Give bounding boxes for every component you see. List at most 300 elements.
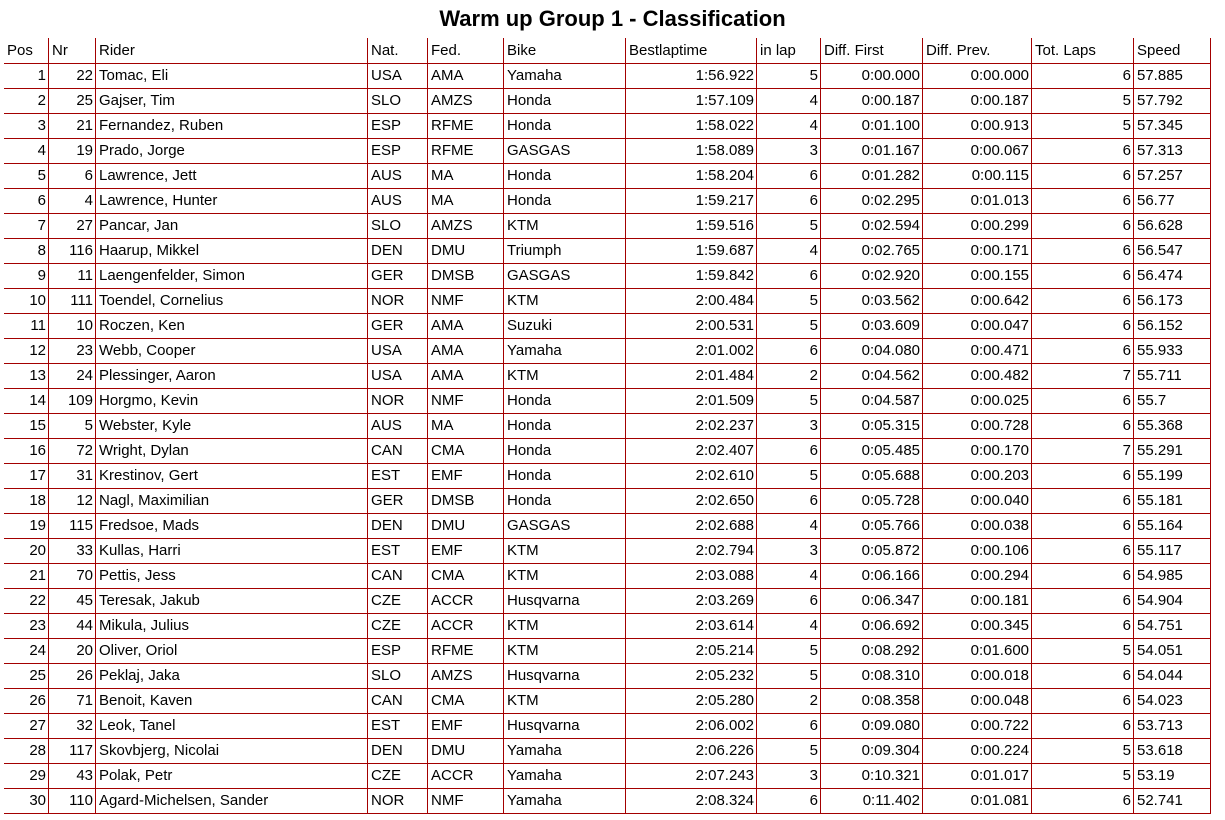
cell-rider: Fredsoe, Mads <box>96 514 368 539</box>
cell-in-lap: 6 <box>757 339 821 364</box>
cell-tot-laps: 7 <box>1032 364 1134 389</box>
cell-speed: 55.933 <box>1134 339 1211 364</box>
cell-tot-laps: 6 <box>1032 289 1134 314</box>
cell-diff-prev: 0:00.038 <box>923 514 1032 539</box>
table-row <box>4 739 1211 764</box>
cell-diff-first: 0:08.310 <box>821 664 923 689</box>
cell-tot-laps: 6 <box>1032 414 1134 439</box>
cell-in-lap: 5 <box>757 464 821 489</box>
cell-diff-prev: 0:00.115 <box>923 164 1032 189</box>
cell-speed: 56.152 <box>1134 314 1211 339</box>
cell-pos: 18 <box>4 489 49 514</box>
col-nat: Nat. <box>368 38 428 64</box>
cell-diff-prev: 0:00.106 <box>923 539 1032 564</box>
cell-nr: 32 <box>49 714 96 739</box>
cell-in-lap: 3 <box>757 764 821 789</box>
cell-fed: ACCR <box>428 589 504 614</box>
cell-nat: SLO <box>368 214 428 239</box>
cell-rider: Lawrence, Jett <box>96 164 368 189</box>
cell-rider: Laengenfelder, Simon <box>96 264 368 289</box>
cell-rider: Pancar, Jan <box>96 214 368 239</box>
cell-in-lap: 5 <box>757 314 821 339</box>
cell-in-lap: 5 <box>757 64 821 89</box>
cell-pos: 23 <box>4 614 49 639</box>
cell-nr: 109 <box>49 389 96 414</box>
cell-rider: Nagl, Maximilian <box>96 489 368 514</box>
cell-diff-first: 0:05.315 <box>821 414 923 439</box>
cell-speed: 56.547 <box>1134 239 1211 264</box>
cell-nat: CAN <box>368 564 428 589</box>
cell-nat: USA <box>368 64 428 89</box>
cell-nr: 19 <box>49 139 96 164</box>
cell-diff-first: 0:03.562 <box>821 289 923 314</box>
cell-rider: Skovbjerg, Nicolai <box>96 739 368 764</box>
cell-bike: Yamaha <box>504 764 626 789</box>
cell-pos: 20 <box>4 539 49 564</box>
cell-pos: 1 <box>4 64 49 89</box>
cell-diff-first: 0:02.295 <box>821 189 923 214</box>
cell-diff-first: 0:03.609 <box>821 314 923 339</box>
cell-diff-prev: 0:00.048 <box>923 689 1032 714</box>
cell-diff-first: 0:10.321 <box>821 764 923 789</box>
cell-diff-prev: 0:00.000 <box>923 64 1032 89</box>
cell-speed: 55.164 <box>1134 514 1211 539</box>
cell-speed: 55.199 <box>1134 464 1211 489</box>
cell-diff-first: 0:05.872 <box>821 539 923 564</box>
cell-rider: Kullas, Harri <box>96 539 368 564</box>
cell-speed: 54.751 <box>1134 614 1211 639</box>
cell-fed: AMA <box>428 314 504 339</box>
cell-tot-laps: 6 <box>1032 689 1134 714</box>
cell-nr: 4 <box>49 189 96 214</box>
cell-in-lap: 4 <box>757 89 821 114</box>
cell-diff-prev: 0:00.040 <box>923 489 1032 514</box>
cell-rider: Pettis, Jess <box>96 564 368 589</box>
cell-in-lap: 6 <box>757 714 821 739</box>
cell-diff-prev: 0:01.013 <box>923 189 1032 214</box>
cell-nat: USA <box>368 339 428 364</box>
cell-fed: AMA <box>428 364 504 389</box>
col-diff-prev: Diff. Prev. <box>923 38 1032 64</box>
cell-bike: KTM <box>504 564 626 589</box>
cell-tot-laps: 6 <box>1032 389 1134 414</box>
cell-diff-prev: 0:00.722 <box>923 714 1032 739</box>
table-row <box>4 89 1211 114</box>
table-row <box>4 214 1211 239</box>
cell-bike: KTM <box>504 289 626 314</box>
cell-bike: KTM <box>504 539 626 564</box>
cell-fed: AMZS <box>428 664 504 689</box>
cell-rider: Mikula, Julius <box>96 614 368 639</box>
cell-bestlaptime: 2:02.407 <box>626 439 757 464</box>
cell-diff-first: 0:05.728 <box>821 489 923 514</box>
cell-diff-prev: 0:00.299 <box>923 214 1032 239</box>
cell-nat: AUS <box>368 164 428 189</box>
table-row <box>4 589 1211 614</box>
cell-pos: 6 <box>4 189 49 214</box>
cell-speed: 53.19 <box>1134 764 1211 789</box>
cell-nat: NOR <box>368 389 428 414</box>
cell-fed: EMF <box>428 464 504 489</box>
cell-nr: 116 <box>49 239 96 264</box>
cell-pos: 29 <box>4 764 49 789</box>
cell-diff-prev: 0:00.181 <box>923 589 1032 614</box>
cell-bike: GASGAS <box>504 514 626 539</box>
cell-rider: Polak, Petr <box>96 764 368 789</box>
cell-rider: Peklaj, Jaka <box>96 664 368 689</box>
cell-rider: Agard-Michelsen, Sander <box>96 789 368 814</box>
table-row <box>4 439 1211 464</box>
cell-nr: 33 <box>49 539 96 564</box>
cell-bestlaptime: 2:05.232 <box>626 664 757 689</box>
cell-bike: Yamaha <box>504 789 626 814</box>
cell-nr: 6 <box>49 164 96 189</box>
cell-nat: EST <box>368 464 428 489</box>
col-speed: Speed <box>1134 38 1211 64</box>
cell-fed: NMF <box>428 789 504 814</box>
cell-nat: USA <box>368 364 428 389</box>
cell-diff-prev: 0:00.294 <box>923 564 1032 589</box>
cell-bestlaptime: 2:02.610 <box>626 464 757 489</box>
cell-pos: 4 <box>4 139 49 164</box>
table-row <box>4 514 1211 539</box>
cell-nr: 31 <box>49 464 96 489</box>
cell-diff-first: 0:05.766 <box>821 514 923 539</box>
cell-tot-laps: 6 <box>1032 614 1134 639</box>
cell-nr: 25 <box>49 89 96 114</box>
cell-in-lap: 6 <box>757 489 821 514</box>
cell-fed: MA <box>428 189 504 214</box>
cell-diff-first: 0:01.100 <box>821 114 923 139</box>
cell-fed: MA <box>428 414 504 439</box>
cell-speed: 57.313 <box>1134 139 1211 164</box>
cell-tot-laps: 5 <box>1032 114 1134 139</box>
col-rider: Rider <box>96 38 368 64</box>
cell-diff-prev: 0:00.728 <box>923 414 1032 439</box>
cell-diff-first: 0:04.080 <box>821 339 923 364</box>
cell-nr: 23 <box>49 339 96 364</box>
cell-rider: Benoit, Kaven <box>96 689 368 714</box>
cell-tot-laps: 6 <box>1032 514 1134 539</box>
cell-in-lap: 5 <box>757 389 821 414</box>
cell-nat: GER <box>368 314 428 339</box>
cell-nr: 24 <box>49 364 96 389</box>
cell-nr: 22 <box>49 64 96 89</box>
cell-bestlaptime: 2:06.002 <box>626 714 757 739</box>
cell-diff-first: 0:02.594 <box>821 214 923 239</box>
cell-fed: MA <box>428 164 504 189</box>
cell-bestlaptime: 2:00.531 <box>626 314 757 339</box>
cell-bike: Honda <box>504 164 626 189</box>
cell-nr: 43 <box>49 764 96 789</box>
cell-diff-prev: 0:00.203 <box>923 464 1032 489</box>
col-tot-laps: Tot. Laps <box>1032 38 1134 64</box>
cell-rider: Webster, Kyle <box>96 414 368 439</box>
cell-diff-prev: 0:00.171 <box>923 239 1032 264</box>
cell-pos: 26 <box>4 689 49 714</box>
table-row <box>4 539 1211 564</box>
cell-fed: AMZS <box>428 89 504 114</box>
cell-tot-laps: 6 <box>1032 164 1134 189</box>
cell-nat: DEN <box>368 514 428 539</box>
col-bestlaptime: Bestlaptime <box>626 38 757 64</box>
cell-tot-laps: 6 <box>1032 314 1134 339</box>
cell-fed: ACCR <box>428 614 504 639</box>
cell-fed: EMF <box>428 714 504 739</box>
cell-fed: RFME <box>428 114 504 139</box>
table-row <box>4 714 1211 739</box>
cell-fed: NMF <box>428 389 504 414</box>
cell-tot-laps: 6 <box>1032 214 1134 239</box>
cell-bestlaptime: 2:01.509 <box>626 389 757 414</box>
cell-nat: CZE <box>368 589 428 614</box>
cell-diff-first: 0:05.485 <box>821 439 923 464</box>
cell-nr: 115 <box>49 514 96 539</box>
cell-diff-first: 0:09.304 <box>821 739 923 764</box>
cell-pos: 7 <box>4 214 49 239</box>
cell-tot-laps: 6 <box>1032 489 1134 514</box>
cell-diff-prev: 0:00.187 <box>923 89 1032 114</box>
cell-pos: 28 <box>4 739 49 764</box>
cell-fed: AMA <box>428 64 504 89</box>
table-row <box>4 614 1211 639</box>
cell-pos: 22 <box>4 589 49 614</box>
cell-nat: DEN <box>368 739 428 764</box>
cell-pos: 8 <box>4 239 49 264</box>
cell-fed: DMU <box>428 739 504 764</box>
cell-in-lap: 3 <box>757 539 821 564</box>
col-bike: Bike <box>504 38 626 64</box>
cell-pos: 27 <box>4 714 49 739</box>
cell-tot-laps: 6 <box>1032 139 1134 164</box>
cell-pos: 13 <box>4 364 49 389</box>
table-row <box>4 114 1211 139</box>
cell-fed: CMA <box>428 689 504 714</box>
cell-diff-first: 0:04.587 <box>821 389 923 414</box>
cell-speed: 57.257 <box>1134 164 1211 189</box>
cell-in-lap: 6 <box>757 589 821 614</box>
cell-speed: 53.618 <box>1134 739 1211 764</box>
cell-in-lap: 4 <box>757 114 821 139</box>
cell-pos: 24 <box>4 639 49 664</box>
table-row <box>4 164 1211 189</box>
cell-fed: RFME <box>428 139 504 164</box>
cell-nat: CAN <box>368 439 428 464</box>
cell-bike: Honda <box>504 464 626 489</box>
cell-nat: AUS <box>368 414 428 439</box>
cell-nr: 27 <box>49 214 96 239</box>
cell-diff-prev: 0:00.471 <box>923 339 1032 364</box>
cell-rider: Prado, Jorge <box>96 139 368 164</box>
cell-diff-first: 0:05.688 <box>821 464 923 489</box>
cell-speed: 56.173 <box>1134 289 1211 314</box>
cell-diff-first: 0:02.920 <box>821 264 923 289</box>
table-row <box>4 314 1211 339</box>
cell-speed: 56.77 <box>1134 189 1211 214</box>
cell-nat: DEN <box>368 239 428 264</box>
cell-tot-laps: 6 <box>1032 464 1134 489</box>
table-row <box>4 64 1211 89</box>
cell-speed: 55.711 <box>1134 364 1211 389</box>
table-row <box>4 789 1211 814</box>
cell-bestlaptime: 1:58.089 <box>626 139 757 164</box>
cell-bike: Honda <box>504 89 626 114</box>
cell-tot-laps: 6 <box>1032 539 1134 564</box>
cell-in-lap: 2 <box>757 689 821 714</box>
cell-pos: 19 <box>4 514 49 539</box>
table-row <box>4 239 1211 264</box>
cell-speed: 54.044 <box>1134 664 1211 689</box>
cell-speed: 54.023 <box>1134 689 1211 714</box>
cell-rider: Webb, Cooper <box>96 339 368 364</box>
cell-bestlaptime: 2:08.324 <box>626 789 757 814</box>
cell-bike: Husqvarna <box>504 664 626 689</box>
cell-speed: 53.713 <box>1134 714 1211 739</box>
cell-pos: 12 <box>4 339 49 364</box>
cell-bike: Honda <box>504 414 626 439</box>
cell-speed: 55.368 <box>1134 414 1211 439</box>
table-row <box>4 289 1211 314</box>
cell-tot-laps: 6 <box>1032 239 1134 264</box>
table-row <box>4 264 1211 289</box>
cell-tot-laps: 6 <box>1032 664 1134 689</box>
cell-in-lap: 2 <box>757 364 821 389</box>
cell-fed: ACCR <box>428 764 504 789</box>
cell-nr: 45 <box>49 589 96 614</box>
cell-pos: 16 <box>4 439 49 464</box>
cell-rider: Fernandez, Ruben <box>96 114 368 139</box>
cell-bestlaptime: 2:02.794 <box>626 539 757 564</box>
cell-rider: Tomac, Eli <box>96 64 368 89</box>
table-row <box>4 139 1211 164</box>
cell-pos: 5 <box>4 164 49 189</box>
cell-speed: 54.985 <box>1134 564 1211 589</box>
cell-speed: 54.904 <box>1134 589 1211 614</box>
cell-fed: DMU <box>428 239 504 264</box>
cell-rider: Haarup, Mikkel <box>96 239 368 264</box>
cell-in-lap: 5 <box>757 739 821 764</box>
cell-bike: Yamaha <box>504 339 626 364</box>
cell-rider: Toendel, Cornelius <box>96 289 368 314</box>
cell-tot-laps: 6 <box>1032 789 1134 814</box>
cell-bestlaptime: 1:59.516 <box>626 214 757 239</box>
cell-fed: NMF <box>428 289 504 314</box>
cell-diff-prev: 0:00.155 <box>923 264 1032 289</box>
cell-bestlaptime: 2:03.088 <box>626 564 757 589</box>
cell-speed: 52.741 <box>1134 789 1211 814</box>
cell-nat: ESP <box>368 114 428 139</box>
cell-diff-first: 0:02.765 <box>821 239 923 264</box>
cell-rider: Leok, Tanel <box>96 714 368 739</box>
cell-rider: Roczen, Ken <box>96 314 368 339</box>
cell-nat: AUS <box>368 189 428 214</box>
cell-nat: EST <box>368 714 428 739</box>
cell-diff-first: 0:09.080 <box>821 714 923 739</box>
cell-bestlaptime: 2:00.484 <box>626 289 757 314</box>
cell-rider: Lawrence, Hunter <box>96 189 368 214</box>
cell-bestlaptime: 1:58.204 <box>626 164 757 189</box>
table-row <box>4 689 1211 714</box>
cell-diff-prev: 0:00.025 <box>923 389 1032 414</box>
cell-nr: 44 <box>49 614 96 639</box>
cell-speed: 56.628 <box>1134 214 1211 239</box>
cell-bike: Husqvarna <box>504 589 626 614</box>
cell-tot-laps: 6 <box>1032 589 1134 614</box>
cell-bestlaptime: 2:03.269 <box>626 589 757 614</box>
cell-bike: Yamaha <box>504 64 626 89</box>
cell-bike: KTM <box>504 689 626 714</box>
cell-pos: 11 <box>4 314 49 339</box>
table-row <box>4 489 1211 514</box>
page-title: Warm up Group 1 - Classification <box>439 6 786 31</box>
table-row <box>4 564 1211 589</box>
col-nr: Nr <box>49 38 96 64</box>
cell-in-lap: 4 <box>757 239 821 264</box>
cell-bestlaptime: 1:56.922 <box>626 64 757 89</box>
cell-diff-prev: 0:01.081 <box>923 789 1032 814</box>
classification-table <box>4 38 1211 814</box>
col-diff-first: Diff. First <box>821 38 923 64</box>
cell-nr: 5 <box>49 414 96 439</box>
cell-tot-laps: 6 <box>1032 189 1134 214</box>
cell-in-lap: 4 <box>757 514 821 539</box>
cell-bike: Honda <box>504 489 626 514</box>
cell-fed: DMSB <box>428 264 504 289</box>
cell-nr: 20 <box>49 639 96 664</box>
cell-diff-first: 0:06.166 <box>821 564 923 589</box>
cell-bike: Honda <box>504 389 626 414</box>
cell-bike: Honda <box>504 189 626 214</box>
cell-nat: CZE <box>368 764 428 789</box>
table-row <box>4 364 1211 389</box>
cell-in-lap: 6 <box>757 439 821 464</box>
table-row <box>4 414 1211 439</box>
cell-bike: KTM <box>504 614 626 639</box>
cell-nr: 11 <box>49 264 96 289</box>
cell-diff-prev: 0:00.067 <box>923 139 1032 164</box>
cell-speed: 57.792 <box>1134 89 1211 114</box>
cell-tot-laps: 6 <box>1032 339 1134 364</box>
cell-fed: RFME <box>428 639 504 664</box>
cell-speed: 56.474 <box>1134 264 1211 289</box>
cell-nat: ESP <box>368 639 428 664</box>
cell-in-lap: 4 <box>757 614 821 639</box>
cell-diff-first: 0:06.347 <box>821 589 923 614</box>
cell-in-lap: 5 <box>757 664 821 689</box>
table-row <box>4 764 1211 789</box>
cell-bike: Husqvarna <box>504 714 626 739</box>
cell-fed: AMA <box>428 339 504 364</box>
table-row <box>4 189 1211 214</box>
cell-bike: Honda <box>504 439 626 464</box>
cell-bestlaptime: 2:03.614 <box>626 614 757 639</box>
cell-speed: 55.7 <box>1134 389 1211 414</box>
cell-diff-first: 0:04.562 <box>821 364 923 389</box>
cell-tot-laps: 6 <box>1032 64 1134 89</box>
cell-diff-prev: 0:00.170 <box>923 439 1032 464</box>
table-row <box>4 639 1211 664</box>
cell-tot-laps: 5 <box>1032 764 1134 789</box>
table-row <box>4 664 1211 689</box>
cell-bestlaptime: 2:02.237 <box>626 414 757 439</box>
cell-pos: 10 <box>4 289 49 314</box>
cell-diff-prev: 0:01.600 <box>923 639 1032 664</box>
cell-bestlaptime: 1:59.842 <box>626 264 757 289</box>
cell-diff-first: 0:08.292 <box>821 639 923 664</box>
cell-speed: 55.181 <box>1134 489 1211 514</box>
cell-pos: 3 <box>4 114 49 139</box>
cell-speed: 55.291 <box>1134 439 1211 464</box>
